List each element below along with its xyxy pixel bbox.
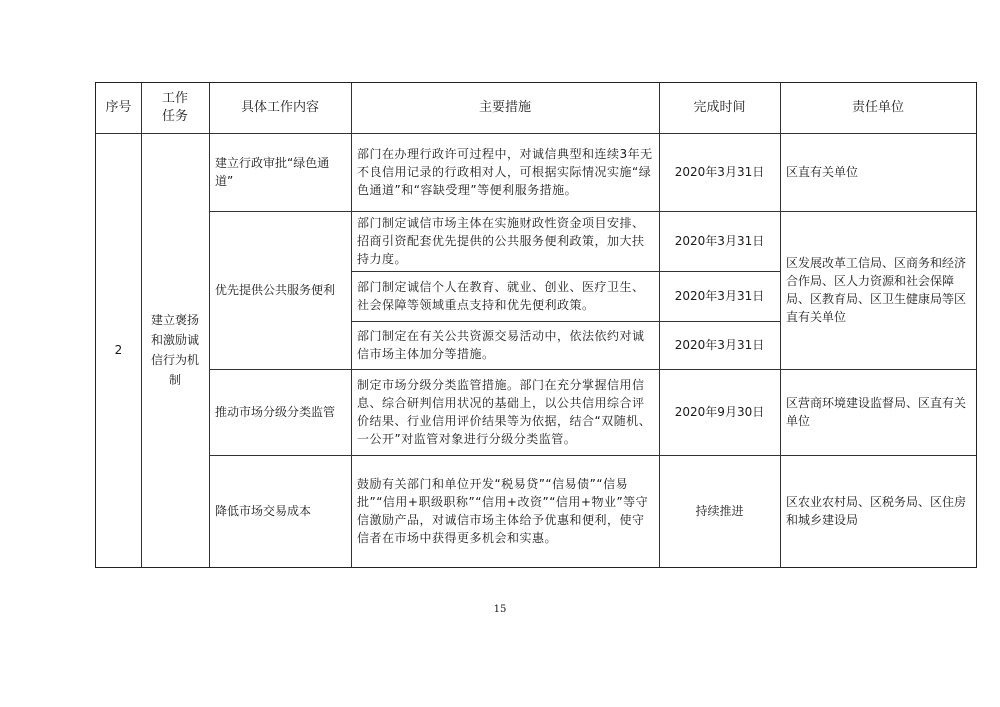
measures-cell: 部门制定在有关公共资源交易活动中，依法依约对诚信市场主体加分等措施。 bbox=[357, 329, 645, 361]
content-cell: 建立行政审批“绿色通道” bbox=[215, 156, 330, 188]
header-measures: 主要措施 bbox=[478, 100, 531, 115]
time-cell: 2020年3月31日 bbox=[674, 338, 765, 352]
content-cell: 推动市场分级分类监管 bbox=[215, 405, 336, 419]
unit-cell: 区发展改革工信局、区商务和经济合作局、区人力资源和社会保障局、区教育局、区卫生健康局等区直有关单位 bbox=[786, 256, 967, 324]
time-cell: 2020年3月31日 bbox=[674, 165, 765, 179]
content-cell: 降低市场交易成本 bbox=[215, 504, 312, 518]
header-content: 具体工作内容 bbox=[240, 100, 319, 115]
time-cell: 2020年9月30日 bbox=[674, 405, 765, 419]
header-seq: 序号 bbox=[105, 100, 132, 115]
task-cell: 建立褒扬和激励诚信行为机制 bbox=[151, 313, 200, 387]
unit-cell: 区农业农村局、区税务局、区住房和城乡建设局 bbox=[786, 495, 967, 527]
content-cell: 优先提供公共服务便利 bbox=[215, 283, 336, 297]
page-number: 15 bbox=[493, 604, 507, 615]
measures-cell: 鼓励有关部门和单位开发“税易贷”“信易债”“信易批”“信用+职级职称”“信用+改资”“信用+物业”等守信激励产品，对诚信市场主体给予优惠和便利，使守信者在市场中获得更多机会和实惠。 bbox=[357, 477, 649, 545]
work-plan-table bbox=[95, 82, 977, 568]
time-cell: 2020年3月31日 bbox=[674, 289, 765, 303]
header-time: 完成时间 bbox=[693, 100, 746, 115]
unit-cell: 区营商环境建设监督局、区直有关单位 bbox=[786, 396, 967, 428]
seq-cell: 2 bbox=[114, 343, 123, 357]
measures-cell: 部门制定诚信市场主体在实施财政性资金项目安排、招商引资配套优先提供的公共服务便利政策，加大扶持力度。 bbox=[357, 216, 645, 266]
measures-cell: 部门制定诚信个人在教育、就业、创业、医疗卫生、社会保障等领域重点支持和优先便利政策。 bbox=[357, 280, 645, 312]
header-task: 工作 任务 bbox=[161, 91, 188, 124]
unit-cell: 区直有关单位 bbox=[786, 165, 859, 179]
measures-cell: 部门在办理行政许可过程中，对诚信典型和连续3年无不良信用记录的行政相对人，可根据实际情况实施“绿色通道”和“容缺受理”等便利服务措施。 bbox=[357, 147, 653, 197]
time-cell: 2020年3月31日 bbox=[674, 234, 765, 248]
measures-cell: 制定市场分级分类监管措施。部门在充分掌握信用信息、综合研判信用状况的基础上，以公共信用综合评价结果、行业信用评价结果等为依据，结合“双随机、一公开”对监管对象进行分级分类监管。 bbox=[357, 378, 652, 446]
header-unit: 责任单位 bbox=[851, 100, 904, 115]
time-cell: 持续推进 bbox=[695, 504, 744, 518]
